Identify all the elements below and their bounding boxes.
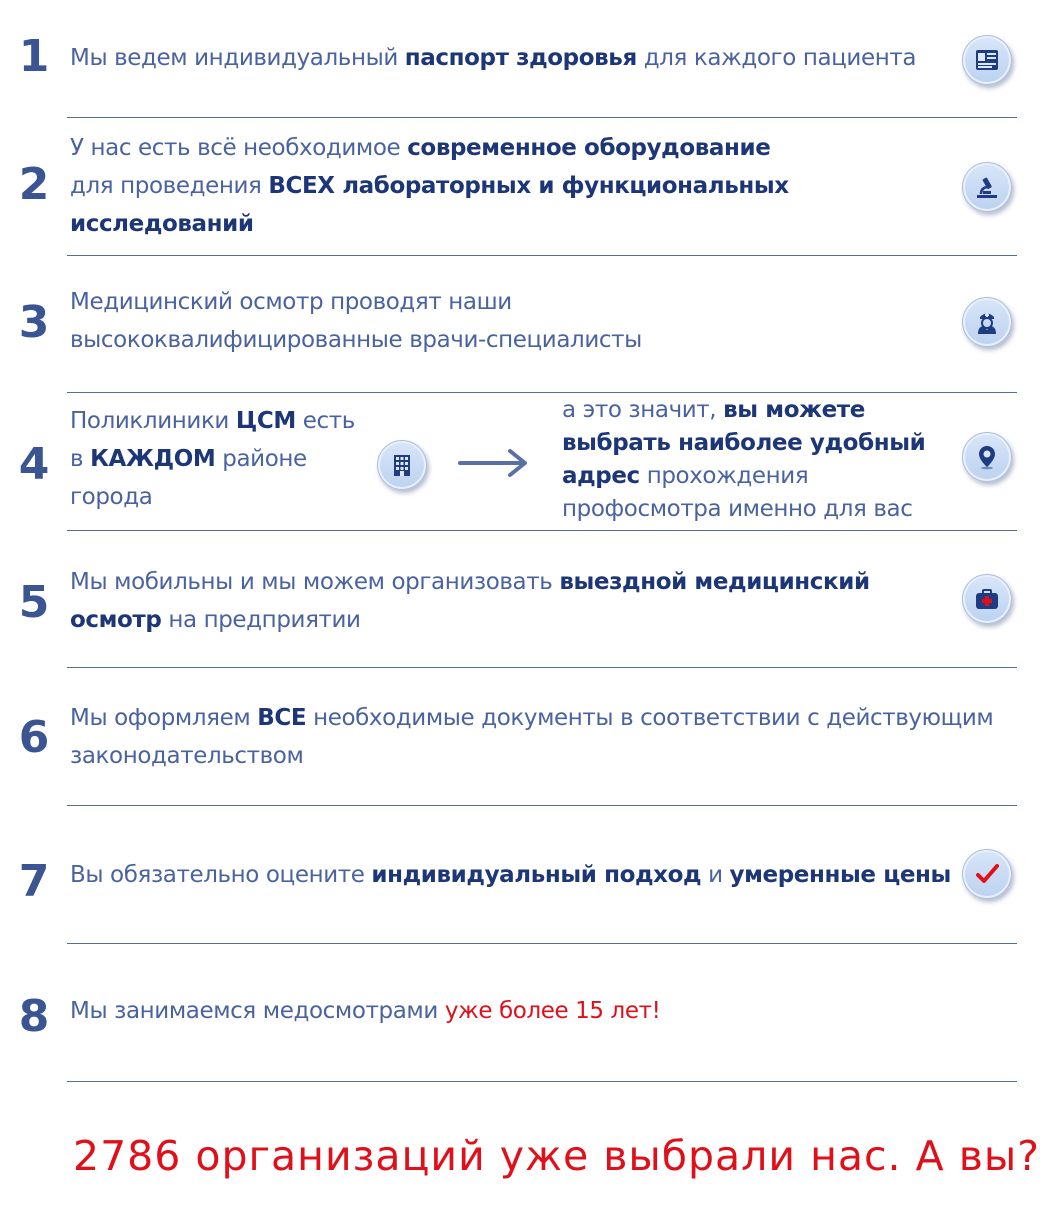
item-7-bold-part: умеренные цены xyxy=(729,862,951,888)
item-4-line xyxy=(70,402,355,440)
item-5-bold-part: выездной медицинский xyxy=(559,569,870,595)
item-1-text-part: Мы ведем индивидуальный xyxy=(70,45,405,71)
item-2-text-part: У нас есть всё необходимое xyxy=(70,135,408,161)
item-4-text-part: профосмотра именно для вас xyxy=(562,496,913,522)
item-text-6 xyxy=(70,699,993,775)
item-6-text-part: законодательством xyxy=(70,743,304,769)
item-4-line xyxy=(562,394,925,427)
item-4-text-part: а это значит, xyxy=(562,397,724,423)
item-2-bold-part: исследований xyxy=(70,211,254,237)
item-4-line xyxy=(562,460,925,493)
item-text-4-right xyxy=(562,394,925,526)
item-number-4: 4 xyxy=(18,439,50,490)
item-text-1 xyxy=(70,39,916,77)
nurse-icon xyxy=(962,297,1012,347)
separator xyxy=(67,805,1017,806)
item-2-bold-part: современное оборудование xyxy=(407,135,771,161)
separator xyxy=(67,530,1017,531)
item-text-2 xyxy=(70,129,789,243)
item-4-line xyxy=(562,493,925,526)
item-8-text-part: Мы занимаемся медосмотрами xyxy=(70,998,445,1024)
arrow-right-icon xyxy=(458,448,530,478)
item-text-7 xyxy=(70,856,951,894)
separator xyxy=(67,255,1017,256)
item-6-line xyxy=(70,737,993,775)
item-7-text-part: и xyxy=(701,862,730,888)
item-4-line xyxy=(562,427,925,460)
item-4-bold-part: ЦСМ xyxy=(235,408,296,434)
item-4-bold-part: КАЖДОМ xyxy=(90,446,216,472)
location-pin-icon xyxy=(962,432,1012,482)
item-5-bold-part: осмотр xyxy=(70,607,162,633)
item-7-bold-part: индивидуальный подход xyxy=(371,862,702,888)
item-text-5 xyxy=(70,563,870,639)
item-5-text-part: Мы мобильны и мы можем организовать xyxy=(70,569,560,595)
item-4-line xyxy=(70,440,355,478)
item-4-text-part: Поликлиники xyxy=(70,408,236,434)
item-2-text-part: для проведения xyxy=(70,173,269,199)
item-4-text-part: города xyxy=(70,484,153,510)
item-number-6: 6 xyxy=(18,712,50,763)
item-2-bold-part: ВСЕХ лабораторных и функциональных xyxy=(268,173,789,199)
item-number-3: 3 xyxy=(18,297,50,348)
item-2-line xyxy=(70,205,789,243)
passport-icon xyxy=(962,35,1012,85)
separator xyxy=(67,667,1017,668)
item-6-line xyxy=(70,699,993,737)
item-6-text-part: Мы оформляем xyxy=(70,705,258,731)
item-5-text-part: на предприятии xyxy=(161,607,361,633)
item-2-line xyxy=(70,167,789,205)
microscope-icon xyxy=(962,162,1012,212)
item-5-line xyxy=(70,563,870,601)
footer-call-to-action: 2786 организаций уже выбрали нас. А вы? xyxy=(73,1132,1040,1180)
item-6-text-part: необходимые документы в соответствии с действующим xyxy=(306,705,994,731)
item-3-line: высококвалифицированные врачи-специалисты xyxy=(70,327,642,353)
item-4-text-part: есть xyxy=(295,408,355,434)
item-text-3 xyxy=(70,283,642,359)
item-4-text-part: прохождения xyxy=(639,463,809,489)
item-1-text-part: для каждого пациента xyxy=(636,45,917,71)
separator xyxy=(67,117,1017,118)
item-4-text-part: в xyxy=(70,446,91,472)
item-number-7: 7 xyxy=(18,856,50,907)
item-8-highlight-part: уже более 15 лет! xyxy=(444,998,661,1024)
item-4-bold-part: вы можете xyxy=(723,397,865,423)
item-4-bold-part: адрес xyxy=(562,463,640,489)
item-2-line xyxy=(70,129,789,167)
separator xyxy=(67,392,1017,393)
separator xyxy=(67,943,1017,944)
medical-kit-icon xyxy=(962,574,1012,624)
item-5-line xyxy=(70,601,870,639)
building-icon xyxy=(377,440,427,490)
item-4-text-part: районе xyxy=(215,446,307,472)
item-1-bold-part: паспорт здоровья xyxy=(404,45,637,71)
item-number-8: 8 xyxy=(18,991,50,1042)
item-number-5: 5 xyxy=(18,577,50,628)
item-4-bold-part: выбрать наиболее удобный xyxy=(562,430,926,456)
item-text-8 xyxy=(70,992,660,1030)
item-number-2: 2 xyxy=(18,159,50,210)
item-7-text-part: Вы обязательно оцените xyxy=(70,862,372,888)
item-text-4-left xyxy=(70,402,355,516)
item-number-1: 1 xyxy=(18,31,50,82)
item-3-line: Медицинский осмотр проводят наши xyxy=(70,289,512,315)
separator xyxy=(67,1081,1017,1082)
item-4-line xyxy=(70,478,355,516)
item-6-bold-part: ВСЕ xyxy=(257,705,307,731)
checkmark-icon xyxy=(962,849,1012,899)
